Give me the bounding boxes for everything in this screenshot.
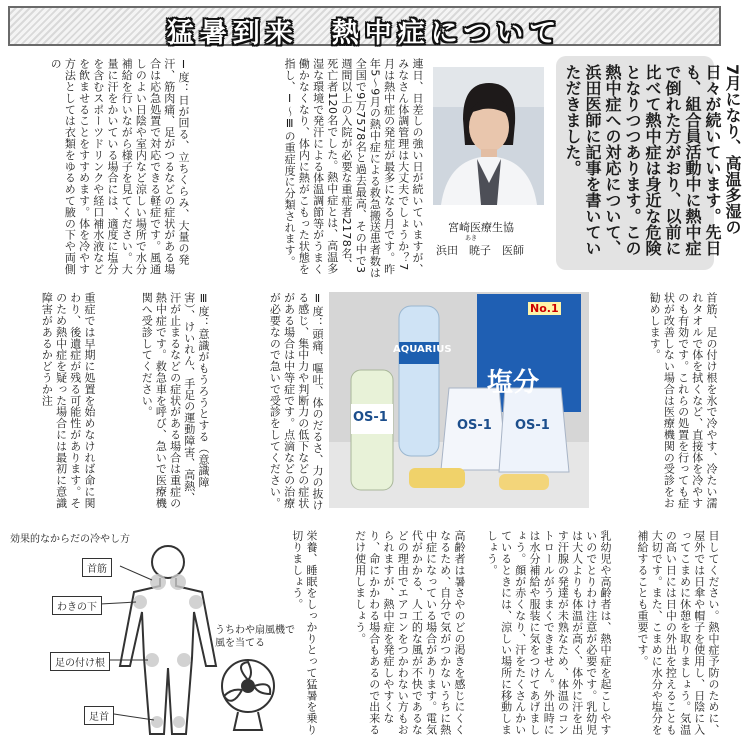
closing-column: 栄養、睡眠をしっかりとって猛暑を乗り切りましょう。 bbox=[290, 530, 318, 736]
prevention-column-2: 乳幼児や高齢者は、熱中症を起こしやすいのでとりわけ注意が必要です。乳幼児は大人よりも体温が高く、体外に汗を出す汗腺の発達が未熟なため、体温のコントロールがうまくできません。外出時には水分補給や服装に気をつけてあげましょう。顔が赤くなり、汗をたくさんかいているときには、涼しい場所に移動しましょう。 bbox=[485, 530, 612, 736]
os1-bottle-label: OS-1 bbox=[353, 410, 388, 425]
page-title: 猛暑到来 熱中症について bbox=[166, 18, 563, 49]
fan-note: うちわや扇風機で 風を当てる bbox=[215, 625, 295, 649]
label-armpit: わきの下 bbox=[52, 596, 102, 615]
caption-org: 宮崎医療生協 bbox=[448, 221, 514, 234]
label-ankle: 足首 bbox=[84, 706, 114, 725]
salt-box-label: 塩分 bbox=[487, 368, 540, 398]
degree1-column: Ⅰ度：日が回る、立ちくらみ、大量の発汗、筋肉痛、足がつるなどの症状がある場合は応急処置で対応できる軽症です。風通しのよい日陰や室内など涼しい場所で水分補給を行いながら様子を見てください。大量に汗をかいている場合には、適度に塩分を含むスポーツドリンクや経口補水液などを飲ませることをすすめます。体を冷やす方法としては衣類をゆるめて腋の下や両側の bbox=[49, 58, 190, 275]
prevention-column-3: 高齢者は暑さやのどの渇きを感じにくくなるため、自分で気がつかないうちに熱中症になっている場合があります。電気代がかかる、人工的な風が不快であるなどの理由でエアコンをつかわない方もおられますが、熱中症を発症しやすくなり、命にかかわる場合もあるので出来るだけ使用しましょう。 bbox=[353, 530, 466, 736]
lead-text: 7月になり、高温多湿の日々が続いています。先日も、組合員活動中に熱中症で倒れた方がおり、以前に比べて熱中症は身近な危険となりつつあります。この熱中症への対応について、浜田医師に記事を書いていただきました。 bbox=[563, 64, 742, 256]
title-banner bbox=[8, 6, 721, 49]
label-neck: 首筋 bbox=[82, 558, 112, 577]
badge-label: No.1 bbox=[530, 302, 559, 315]
doctor-photo bbox=[433, 67, 544, 205]
product-photo bbox=[329, 292, 589, 508]
os1-pouch-label-1: OS-1 bbox=[457, 418, 492, 433]
intro-column: 連日、日差しの強い日が続いていますが、みなさん体調管理は大丈夫でしょうか？7月は熱中症の発症が最多になる月です。昨年5〜9月の熱中症による救急搬送患者数は全国で9万7578名と過去最高、その中で3週間以上の入院が必要な重症者2178名、死亡者120名でした。熱中症とは、高温多湿な環境で発汗による体温調節等がうまく働かなくなり、体内に熱がこもった状態を指し、Ⅰ〜Ⅲの重症度に分類されます。 bbox=[283, 58, 424, 278]
caption-name: 浜田 暁子 医師 bbox=[436, 244, 524, 257]
prevention-column-1: 目してください。熱中症予防のために、屋外では日傘や帽子を使用し、日陰に入ってこまめに休憩を取りましょう。気温の高い日には日中の外出を控えることも大切です。また、こまめに水分や塩分を補給することも重要です。 bbox=[635, 530, 720, 736]
note-column: 重症では早期に処置を始めなければ命に関わり、後遺症が残る可能性があります。そのため熱中症を疑った場合には最初に意識障害があるかどうか注 bbox=[40, 292, 96, 509]
lead-box bbox=[556, 56, 742, 270]
diagram-title: 効果的なからだの冷やし方 bbox=[10, 534, 130, 545]
degree2-column: Ⅱ度：頭痛、嘔吐、体のだるさ、力の抜ける感じ、集中力や判断力の低下などの症状がある場合は中等症です。点滴などの治療が必要なので急いで受診をしてください。 bbox=[268, 292, 324, 511]
caption-ruby: あき bbox=[465, 235, 478, 242]
degree3-column: Ⅲ度：意識がもうろうとする（意識障害）、けいれん、手足の運動障害、高熱、汗が止まるなどの症状がある場合は重症の熱中症です。救急車を呼び、急いで医療機関へ受診してください。 bbox=[140, 292, 210, 509]
care-column: 首筋、足の付け根を氷で冷やす、冷たい濡れタオルで体を拭くなど、直接体を冷やすのも有効です。これらの処置を行っても症状が改善しない場合は医療機関の受診をお勧めします。 bbox=[648, 292, 718, 509]
label-groin: 足の付け根 bbox=[50, 652, 110, 671]
cooling-diagram bbox=[10, 530, 300, 742]
os1-pouch-label-2: OS-1 bbox=[515, 418, 550, 433]
aquarius-label: AQUARIUS bbox=[393, 344, 452, 355]
